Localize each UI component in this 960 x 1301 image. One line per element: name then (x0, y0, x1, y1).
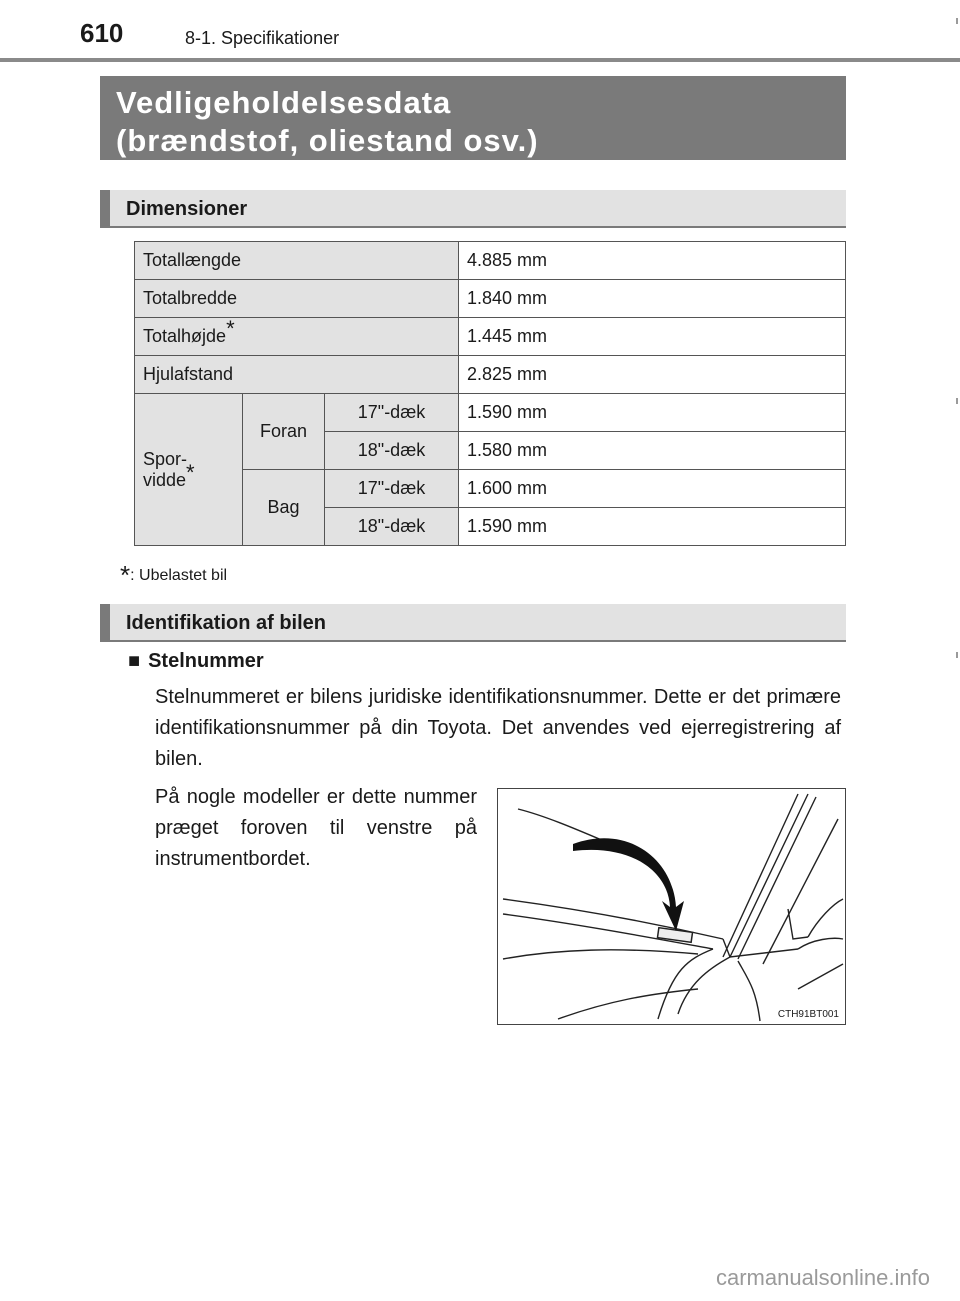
row-value: 1.580 mm (459, 432, 846, 470)
track-label-line1: Spor- (143, 448, 188, 469)
watermark: carmanualsonline.info (715, 1265, 930, 1290)
table-row (135, 242, 846, 280)
paragraph-vin-location: På nogle modeller er dette nummer præget foroven til venstre på instrumentbordet. (155, 786, 477, 870)
table-row (135, 318, 846, 356)
dimensions-heading: Dimensioner (100, 190, 846, 228)
figure-code: CTH91BT001 (777, 1009, 839, 1020)
row-label: Hjulafstand (135, 356, 459, 394)
rear-label: Bag (243, 470, 325, 546)
dashboard-drawing (498, 789, 845, 1024)
row-value: 4.885 mm (459, 242, 846, 280)
front-label: Foran (243, 394, 325, 470)
track-label-line2: vidde (143, 469, 187, 490)
asterisk-mark: * (120, 560, 131, 590)
row-value: 1.600 mm (459, 470, 846, 508)
section-title: 8-1. Specifikationer (185, 28, 340, 48)
footnote-text: : Ubelastet bil (130, 567, 228, 584)
footnote (120, 560, 227, 591)
row-value: 2.825 mm (459, 356, 846, 394)
page-title-line1: Vedligeholdelsesdata (116, 85, 452, 120)
asterisk-mark: * (226, 316, 235, 341)
table-row (135, 394, 846, 432)
subheading (128, 650, 264, 673)
page-title (100, 76, 846, 160)
table-row (135, 280, 846, 318)
identification-heading: Identifikation af bilen (100, 604, 846, 642)
track-label-cell (135, 394, 243, 546)
header-rule (0, 58, 960, 62)
paragraph-vin-description: Stelnummeret er bilens juridiske identifikationsnummer. Dette er det primære identifikationsnummer på din Toyota. Det anvendes ved ejerregistrering af bilen. (155, 686, 841, 770)
row-label: Totalhøjde (143, 326, 227, 346)
page-title-line2: (brændstof, oliestand osv.) (116, 123, 539, 158)
tire-size: 17"-dæk (325, 470, 459, 508)
row-label: Totalbredde (135, 280, 459, 318)
margin-tick (956, 652, 958, 658)
row-label: Totallængde (135, 242, 459, 280)
row-label-cell (135, 318, 459, 356)
margin-tick (956, 398, 958, 404)
vin-location-illustration (497, 788, 846, 1025)
tire-size: 18"-dæk (325, 432, 459, 470)
asterisk-mark: * (186, 459, 195, 485)
dimensions-table (134, 241, 846, 546)
subheading-text: Stelnummer (148, 650, 264, 672)
page-number: 610 (80, 18, 124, 48)
margin-tick (956, 18, 958, 24)
table-row (135, 356, 846, 394)
tire-size: 17"-dæk (325, 394, 459, 432)
row-value: 1.445 mm (459, 318, 846, 356)
row-value: 1.590 mm (459, 394, 846, 432)
square-bullet-icon: ■ (128, 650, 141, 672)
row-value: 1.840 mm (459, 280, 846, 318)
row-value: 1.590 mm (459, 508, 846, 546)
tire-size: 18"-dæk (325, 508, 459, 546)
